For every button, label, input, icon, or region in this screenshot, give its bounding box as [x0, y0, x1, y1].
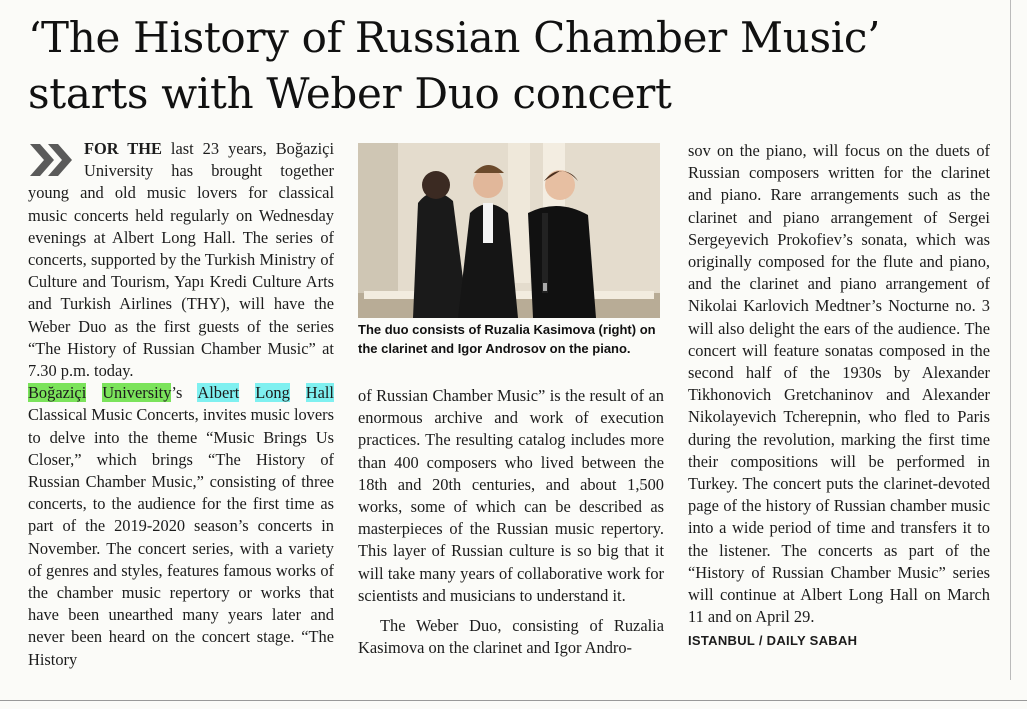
highlight-bogazici: Boğaziçi: [28, 383, 87, 403]
duo-photo-illustration: [358, 143, 660, 318]
double-chevron-icon: [28, 140, 78, 180]
highlight-long: Long: [255, 383, 290, 403]
lead-text: last 23 years, Boğaziçi University has brought together young and old music lovers for classical music concerts held regularly on Wednesday evenings at Albert Long Hall. The series of concerts, supported by the Turkish Ministry of Culture and Tourism, Yapı Kredi Culture Arts and Turkish Airlines (THY), will have the Weber Duo as the first guests of the series “The History of Russian Chamber Music” at 7.30 p.m. today.: [28, 139, 334, 381]
column-rule-right: [1010, 0, 1011, 680]
headline: [28, 10, 988, 122]
highlight-hall: Hall: [305, 383, 334, 403]
article-column-2: [358, 385, 664, 659]
highlight-albert: Albert: [197, 383, 240, 403]
article-column-1: [28, 138, 334, 671]
photo-caption: The duo consists of Ruzalia Kasimova (right) on the clarinet and Igor Androsov on the piano.: [358, 322, 656, 356]
col2-paragraph-2: The Weber Duo, consisting of Ruzalia Kasimova on the clarinet and Igor Andro-: [358, 616, 664, 658]
bottom-rule: [0, 700, 1027, 701]
highlight-university: University: [102, 383, 172, 403]
col2-paragraph-1: of Russian Chamber Music” is the result of an enormous archive and work of execution practices. The resulting catalog includes more than 400 composers who lived between the 18th and 20th centuries, and about 1,500 works, some of which can be described as masterpieces of the Russian music repertory. This layer of Russian culture is so big that it will take many years of collaborative work for scientists and musicians to understand it.: [358, 386, 664, 605]
byline: ISTANBUL / DAILY SABAH: [688, 633, 858, 649]
duo-photo: [358, 143, 660, 318]
col3-paragraph-1: sov on the piano, will focus on the duets of Russian composers written for the clarinet and piano. Rare arrangements such as the clarinet and piano arrangement of Sergei Sergeyevich Prokofiev’s sonata, which was originally composed for the flute and piano, and the clarinet and piano arrangement of Nikolai Karlovich Medtner’s Nocturne no. 3 will also delight the ears of the audience. The concert will feature sonatas composed in the second half of the 1930s by Alexander Tikhonovich Gretchaninov and Alexander Nikolayevich Tcherepnin, who fled to Paris during the revolution, marking the first time their compositions will be performed in Turkey. The concert puts the clarinet-devoted page of the history of Russian chamber music into a wide period of time and transfers it to the listener. The concerts as part of the “History of Russian Chamber Music” series will continue at Albert Long Hall on March 11 and on April 29.: [688, 141, 990, 627]
possessive: ’s: [171, 383, 198, 403]
paragraph-2: [28, 382, 334, 671]
lead-paragraph: [28, 138, 334, 382]
article-column-3: [688, 140, 990, 653]
headline-line-2: starts with Weber Duo concert: [28, 69, 672, 118]
paragraph-2-text: Classical Music Concerts, invites music lovers to delve into the theme “Music Brings Us Closer,” which brings “The History of Russian Chamber Music,” consisting of three concerts, to the audience for the first time as part of the 2019-2020 season’s concerts in November. The concert series, with a variety of genres and styles, features famous works of the chamber music repertory or works that have been unearthed many years later and never been heard on the concert stage. “The History: [28, 405, 334, 669]
lead-caps: FOR THE: [84, 139, 162, 158]
headline-line-1: ‘The History of Russian Chamber Music’: [28, 13, 881, 62]
